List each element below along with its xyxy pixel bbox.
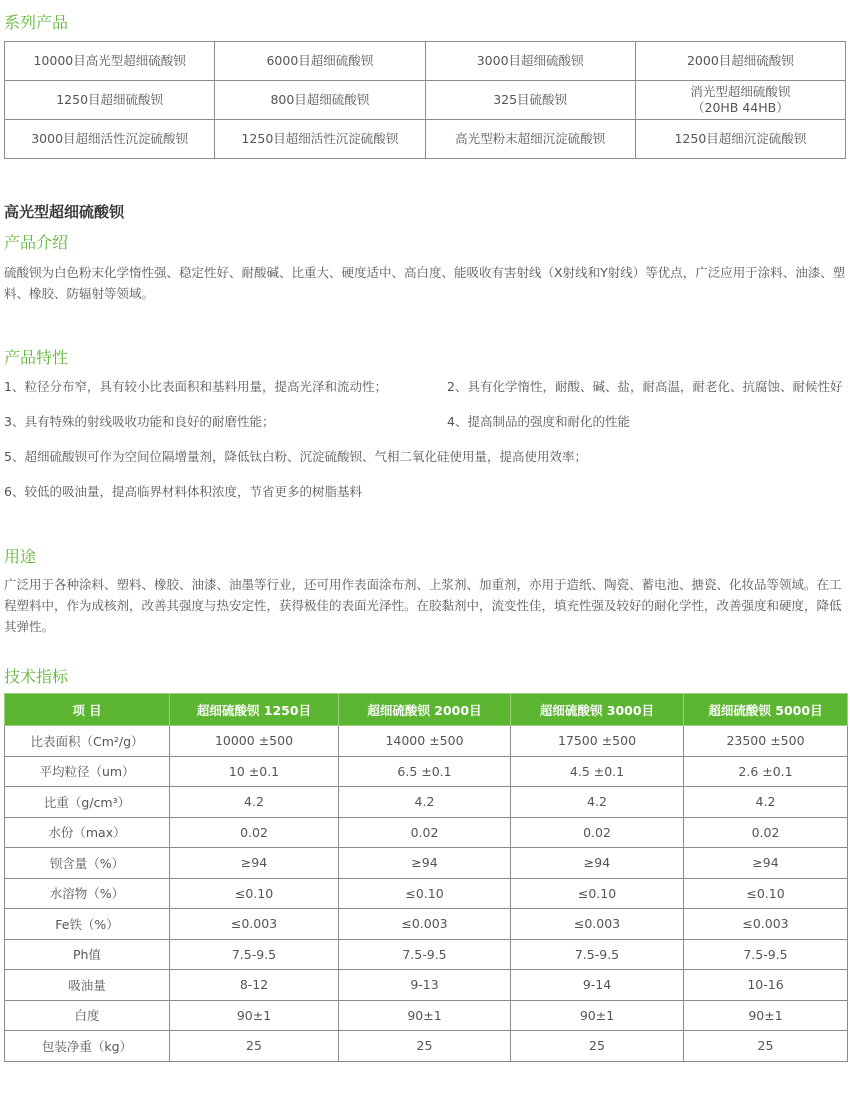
spec-header-cell: 超细硫酸钡 1250目: [170, 694, 339, 726]
feature-item-3: 3、具有特殊的射线吸收功能和良好的耐磨性能；: [4, 414, 275, 429]
spec-value-cell: 17500 ±500: [511, 726, 684, 757]
spec-value-cell: 90±1: [511, 1000, 684, 1031]
feature-item-6: 6、较低的吸油量，提高临界材料体积浓度，节省更多的树脂基料: [4, 484, 362, 499]
spec-value-cell: 4.5 ±0.1: [511, 756, 684, 787]
spec-value-cell: ≤0.003: [684, 909, 848, 940]
spec-value-cell: 10000 ±500: [170, 726, 339, 757]
spec-value-cell: 0.02: [339, 817, 511, 848]
spec-value-cell: 10-16: [684, 970, 848, 1001]
spec-value-cell: 7.5-9.5: [339, 939, 511, 970]
spec-value-cell: ≤0.003: [511, 909, 684, 940]
spec-row-label: 水溶物（%）: [5, 878, 170, 909]
spec-value-cell: 25: [339, 1031, 511, 1062]
spec-row: [5, 726, 848, 757]
spec-row-label: Ph值: [5, 939, 170, 970]
usage-heading: 用途: [4, 547, 37, 566]
spec-value-cell: ≤0.003: [339, 909, 511, 940]
spec-row-label: 比表面积（Cm²/g）: [5, 726, 170, 757]
series-row: [5, 120, 846, 159]
series-cell[interactable]: 325目硫酸钡: [425, 81, 635, 120]
spec-row-label: 比重（g/cm³）: [5, 787, 170, 818]
spec-value-cell: 25: [170, 1031, 339, 1062]
spec-value-cell: 8-12: [170, 970, 339, 1001]
spec-value-cell: 0.02: [684, 817, 848, 848]
spec-value-cell: 0.02: [511, 817, 684, 848]
spec-row: [5, 817, 848, 848]
feature-item-4: 4、提高制品的强度和耐化的性能: [447, 414, 630, 429]
spec-row: [5, 756, 848, 787]
spec-value-cell: 14000 ±500: [339, 726, 511, 757]
spec-header-cell: 超细硫酸钡 5000目: [684, 694, 848, 726]
spec-value-cell: 90±1: [339, 1000, 511, 1031]
spec-row: [5, 909, 848, 940]
spec-value-cell: 90±1: [684, 1000, 848, 1031]
spec-value-cell: ≤0.10: [170, 878, 339, 909]
spec-row: [5, 1031, 848, 1062]
series-cell[interactable]: 1250目超细硫酸钡: [5, 81, 215, 120]
spec-value-cell: 25: [511, 1031, 684, 1062]
spec-value-cell: 4.2: [339, 787, 511, 818]
spec-row-label: 包装净重（kg）: [5, 1031, 170, 1062]
spec-value-cell: 2.6 ±0.1: [684, 756, 848, 787]
spec-value-cell: 25: [684, 1031, 848, 1062]
spec-value-cell: 4.2: [684, 787, 848, 818]
spec-header-cell: 超细硫酸钡 2000目: [339, 694, 511, 726]
spec-table: [4, 693, 848, 1062]
spec-row: [5, 970, 848, 1001]
spec-value-cell: 6.5 ±0.1: [339, 756, 511, 787]
spec-value-cell: 10 ±0.1: [170, 756, 339, 787]
series-row: [5, 81, 846, 120]
feature-item-1: 1、粒径分布窄，具有较小比表面积和基料用量，提高光泽和流动性；: [4, 379, 387, 394]
spec-row-label: 钡含量（%）: [5, 848, 170, 879]
spec-value-cell: ≤0.10: [684, 878, 848, 909]
spec-value-cell: 90±1: [170, 1000, 339, 1031]
spec-value-cell: 7.5-9.5: [170, 939, 339, 970]
spec-row-label: 平均粒径（um）: [5, 756, 170, 787]
features-heading: 产品特性: [4, 348, 69, 367]
spec-row-label: 白度: [5, 1000, 170, 1031]
intro-text: 硫酸钡为白色粉末化学惰性强、稳定性好、耐酸碱、比重大、硬度适中、高白度、能吸收有害射线（X射线和Y射线）等优点，广泛应用于涂料、油漆、塑料、橡胶、防辐射等领域。: [4, 265, 846, 301]
series-cell[interactable]: 3000目超细活性沉淀硫酸钡: [5, 120, 215, 159]
series-cell[interactable]: 3000目超细硫酸钡: [425, 42, 635, 81]
series-cell[interactable]: 2000目超细硫酸钡: [635, 42, 845, 81]
spec-value-cell: 23500 ±500: [684, 726, 848, 757]
spec-value-cell: 0.02: [170, 817, 339, 848]
series-row: [5, 42, 846, 81]
spec-value-cell: ≤0.003: [170, 909, 339, 940]
spec-header-cell: 项 目: [5, 694, 170, 726]
series-cell[interactable]: 1250目超细活性沉淀硫酸钡: [215, 120, 425, 159]
spec-value-cell: ≤0.10: [511, 878, 684, 909]
spec-value-cell: ≥94: [511, 848, 684, 879]
spec-value-cell: 7.5-9.5: [511, 939, 684, 970]
series-cell[interactable]: 高光型粉末超细沉淀硫酸钡: [425, 120, 635, 159]
spec-value-cell: ≥94: [684, 848, 848, 879]
spec-value-cell: ≥94: [339, 848, 511, 879]
spec-row-label: Fe铁（%）: [5, 909, 170, 940]
spec-value-cell: 9-13: [339, 970, 511, 1001]
series-cell[interactable]: 1250目超细沉淀硫酸钡: [635, 120, 845, 159]
series-cell[interactable]: 800目超细硫酸钡: [215, 81, 425, 120]
spec-row: [5, 878, 848, 909]
series-cell[interactable]: 消光型超细硫酸钡 （20HB 44HB）: [635, 81, 845, 120]
spec-row: [5, 1000, 848, 1031]
spec-value-cell: 9-14: [511, 970, 684, 1001]
series-table: [4, 41, 846, 159]
series-heading: 系列产品: [4, 13, 69, 32]
spec-value-cell: ≥94: [170, 848, 339, 879]
spec-header-cell: 超细硫酸钡 3000目: [511, 694, 684, 726]
feature-item-2: 2、具有化学惰性，耐酸、碱、盐，耐高温，耐老化、抗腐蚀、耐候性好: [447, 379, 843, 394]
spec-value-cell: 4.2: [511, 787, 684, 818]
spec-row: [5, 787, 848, 818]
spec-value-cell: 4.2: [170, 787, 339, 818]
spec-value-cell: 7.5-9.5: [684, 939, 848, 970]
spec-value-cell: ≤0.10: [339, 878, 511, 909]
product-title: 高光型超细硫酸钡: [4, 203, 125, 221]
spec-row: [5, 848, 848, 879]
spec-row-label: 吸油量: [5, 970, 170, 1001]
spec-row-label: 水份（max）: [5, 817, 170, 848]
series-cell[interactable]: 10000目高光型超细硫酸钡: [5, 42, 215, 81]
intro-heading: 产品介绍: [4, 233, 69, 252]
usage-text: 广泛用于各种涂料、塑料、橡胶、油漆、油墨等行业，还可用作表面涂布剂、上浆剂、加重剂，亦用于造纸、陶瓷、蓄电池、搪瓷、化妆品等领域。在工程塑料中，作为成核剂，改善其强度与热安定性，获得极佳的表面光泽性。在胶黏剂中，流变性佳，填充性强及较好的耐化学性，改善强度和硬度，降低其弹性。: [4, 577, 842, 634]
spec-row: [5, 939, 848, 970]
spec-heading: 技术指标: [4, 667, 69, 686]
series-cell[interactable]: 6000目超细硫酸钡: [215, 42, 425, 81]
feature-item-5: 5、超细硫酸钡可作为空间位隔增量剂，降低钛白粉、沉淀硫酸钡、气相二氧化硅使用量，提高使用效率；: [4, 449, 587, 464]
